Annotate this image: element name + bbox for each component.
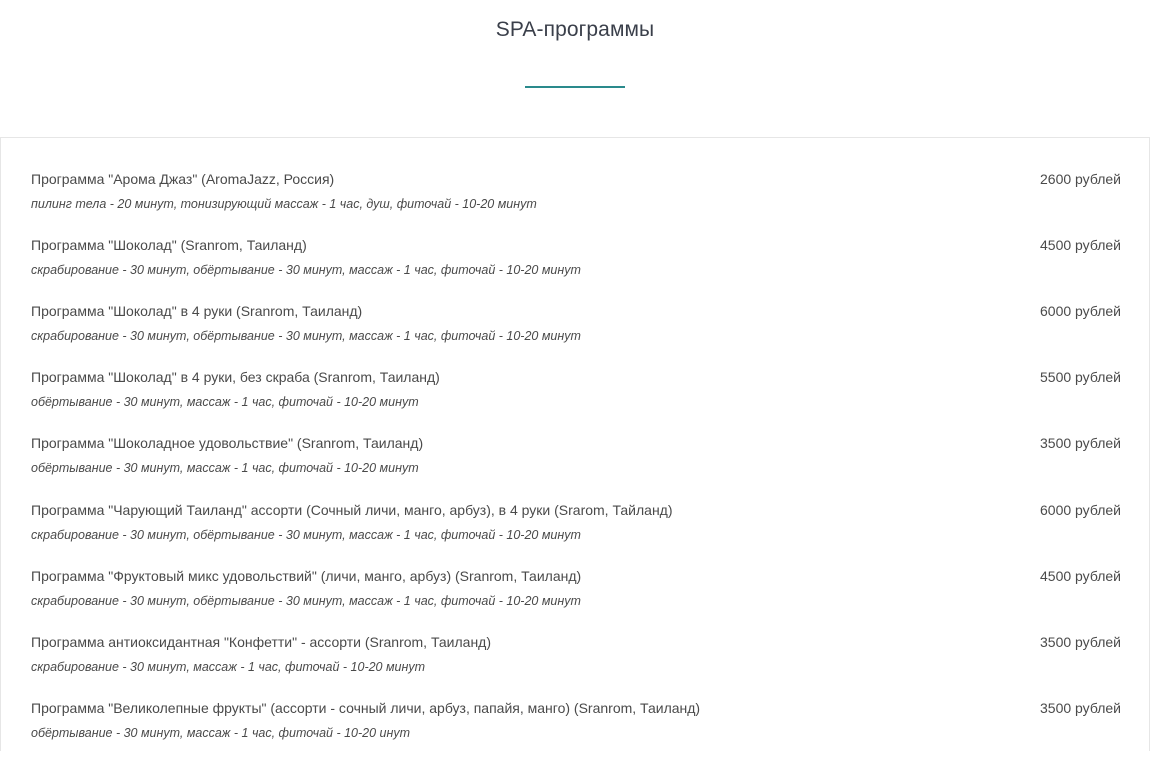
program-item xyxy=(31,700,1121,760)
program-item xyxy=(31,568,1121,628)
program-description: скрабирование - 30 минут, обёртывание - 30 минут, массаж - 1 час, фиточай - 10-20 минут xyxy=(31,329,581,343)
program-item xyxy=(31,171,1121,231)
title-underline xyxy=(525,86,625,88)
program-name: Программа "Шоколадное удовольствие" (Sranrom, Таиланд) xyxy=(31,435,424,451)
program-name: Программа "Фруктовый микс удовольствий" (личи, манго, арбуз) (Sranrom, Таиланд) xyxy=(31,568,582,584)
program-price: 4500 рублей xyxy=(1040,237,1121,253)
program-description: скрабирование - 30 минут, обёртывание - 30 минут, массаж - 1 час, фиточай - 10-20 минут xyxy=(31,528,581,542)
program-description: скрабирование - 30 минут, обёртывание - 30 минут, массаж - 1 час, фиточай - 10-20 минут xyxy=(31,594,581,608)
program-price: 3500 рублей xyxy=(1040,700,1121,716)
page-title: SPA-программы xyxy=(495,18,655,41)
program-name: Программа "Великолепные фрукты" (ассорти - сочный личи, арбуз, папайя, манго) (Sranrom, Таиланд) xyxy=(31,700,701,716)
program-item xyxy=(31,435,1121,495)
program-price: 6000 рублей xyxy=(1040,502,1121,518)
program-name: Программа антиоксидантная "Конфетти" - ассорти (Sranrom, Таиланд) xyxy=(31,634,492,650)
program-price: 6000 рублей xyxy=(1040,303,1121,319)
program-price: 5500 рублей xyxy=(1040,369,1121,385)
program-description: обёртывание - 30 минут, массаж - 1 час, фиточай - 10-20 минут xyxy=(31,395,419,409)
program-name: Программа "Шоколад" в 4 руки (Sranrom, Таиланд) xyxy=(31,303,363,319)
program-name: Программа "Шоколад" в 4 руки, без скраба (Sranrom, Таиланд) xyxy=(31,369,440,385)
program-description: скрабирование - 30 минут, массаж - 1 час, фиточай - 10-20 минут xyxy=(31,660,426,674)
program-price: 3500 рублей xyxy=(1040,634,1121,650)
program-name: Программа "Шоколад" (Sranrom, Таиланд) xyxy=(31,237,307,253)
program-item xyxy=(31,303,1121,363)
program-item xyxy=(31,634,1121,694)
program-item xyxy=(31,369,1121,429)
program-description: обёртывание - 30 минут, массаж - 1 час, фиточай - 10-20 минут xyxy=(31,461,419,475)
spa-programs-list-panel xyxy=(0,137,1150,751)
program-name: Программа "Чарующий Таиланд" ассорти (Сочный личи, манго, арбуз), в 4 руки (Srarom, Тайланд) xyxy=(31,502,673,518)
page-header xyxy=(0,0,1153,137)
program-description: обёртывание - 30 минут, массаж - 1 час, фиточай - 10-20 инут xyxy=(31,726,411,740)
program-price: 2600 рублей xyxy=(1040,171,1121,187)
program-price: 4500 рублей xyxy=(1040,568,1121,584)
program-description: скрабирование - 30 минут, обёртывание - 30 минут, массаж - 1 час, фиточай - 10-20 минут xyxy=(31,263,581,277)
program-price: 3500 рублей xyxy=(1040,435,1121,451)
program-item xyxy=(31,237,1121,297)
program-name: Программа "Арома Джаз" (AromaJazz, Россия) xyxy=(31,171,335,187)
program-description: пилинг тела - 20 минут, тонизирующий массаж - 1 час, душ, фиточай - 10-20 минут xyxy=(31,197,537,211)
program-item xyxy=(31,502,1121,562)
